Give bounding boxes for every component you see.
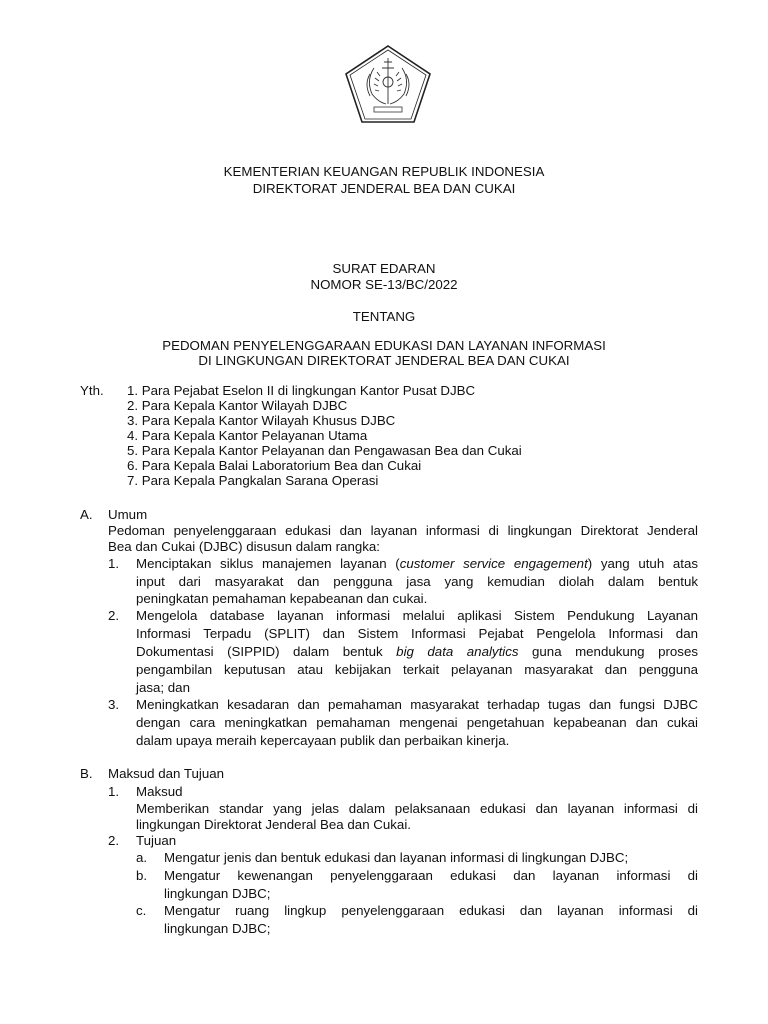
ministry-emblem-logo bbox=[344, 44, 432, 124]
section-a-item-1-line: input dari masyarakat dan pengguna jasa yang kemudian diolah dalam bentuk bbox=[136, 574, 698, 589]
section-a-marker: A. bbox=[80, 507, 93, 522]
document-number: NOMOR SE-13/BC/2022 bbox=[310, 277, 458, 292]
list-number: 2. bbox=[108, 833, 120, 848]
list-number: 2. bbox=[108, 608, 120, 623]
ministry-name: KEMENTERIAN KEUANGAN REPUBLIK INDONESIA bbox=[223, 164, 545, 179]
section-a-item-2-line: Informasi Terpadu (SPLIT) dan Sistem Informasi Pejabat Pengelola Informasi dan bbox=[136, 626, 698, 641]
section-a-heading: Umum bbox=[108, 507, 148, 522]
subsection-text-line: lingkungan Direktorat Jenderal Bea dan Cukai. bbox=[136, 817, 411, 832]
section-a-item-3-line: dengan cara meningkatkan pemahaman mengenai pengetahuan kepabeanan dan cukai bbox=[136, 715, 698, 730]
tujuan-item-b-line: lingkungan DJBC; bbox=[164, 886, 271, 901]
italic-term: customer service engagement bbox=[399, 556, 588, 571]
document-type: SURAT EDARAN bbox=[332, 261, 436, 276]
list-letter: c. bbox=[136, 903, 147, 918]
addressee-label: Yth. bbox=[80, 383, 104, 398]
subsection-heading: Tujuan bbox=[136, 833, 177, 848]
list-number: 1. bbox=[108, 556, 120, 571]
addressee-list bbox=[127, 383, 522, 488]
about-label: TENTANG bbox=[352, 309, 416, 324]
addressee-item: 1. Para Pejabat Eselon II di lingkungan Kantor Pusat DJBC bbox=[127, 383, 476, 398]
section-a-item-1-line: Menciptakan siklus manajemen layanan (customer service engagement) yang utuh atas bbox=[136, 556, 699, 571]
section-a-intro-line: Bea dan Cukai (DJBC) disusun dalam rangka: bbox=[108, 539, 380, 554]
tujuan-item-c-line: lingkungan DJBC; bbox=[164, 921, 271, 936]
addressee-item: 5. Para Kepala Kantor Pelayanan dan Pengawasan Bea dan Cukai bbox=[127, 443, 522, 458]
section-a-item-2-line: jasa; dan bbox=[136, 680, 190, 695]
section-a-item-3-line: Meningkatkan kesadaran dan pemahaman masyarakat terhadap tugas dan fungsi DJBC bbox=[136, 697, 698, 712]
section-a-intro-line: Pedoman penyelenggaraan edukasi dan layanan informasi di lingkungan Direktorat Jenderal bbox=[108, 523, 698, 538]
addressee-item: 4. Para Kepala Kantor Pelayanan Utama bbox=[127, 428, 368, 443]
addressee-item: 3. Para Kepala Kantor Wilayah Khusus DJBC bbox=[127, 413, 396, 428]
list-number: 3. bbox=[108, 697, 120, 712]
tujuan-item-c-line: Mengatur ruang lingkup penyelenggaraan edukasi dan layanan informasi di bbox=[164, 903, 698, 918]
addressee-item: 2. Para Kepala Kantor Wilayah DJBC bbox=[127, 398, 348, 413]
italic-term: big data analytics bbox=[396, 644, 519, 659]
list-letter: a. bbox=[136, 850, 148, 865]
subject-line-2: DI LINGKUNGAN DIREKTORAT JENDERAL BEA DAN CUKAI bbox=[198, 353, 570, 368]
addressee-item: 7. Para Kepala Pangkalan Sarana Operasi bbox=[127, 473, 379, 488]
subject-line-1: PEDOMAN PENYELENGGARAAN EDUKASI DAN LAYANAN INFORMASI bbox=[162, 338, 606, 353]
subsection-heading: Maksud bbox=[136, 784, 183, 799]
tujuan-item-a-line: Mengatur jenis dan bentuk edukasi dan layanan informasi di lingkungan DJBC; bbox=[164, 850, 629, 865]
section-a-item-2-line: Dokumentasi (SIPPID) dalam bentuk big data analytics guna mendukung proses bbox=[136, 644, 698, 659]
section-b-marker: B. bbox=[80, 766, 93, 781]
list-number: 1. bbox=[108, 784, 120, 799]
list-letter: b. bbox=[136, 868, 148, 883]
addressee-item: 6. Para Kepala Balai Laboratorium Bea dan Cukai bbox=[127, 458, 422, 473]
section-a-item-1-line: peningkatan pemahaman kepabeanan dan cukai. bbox=[136, 591, 428, 606]
directorate-name: DIREKTORAT JENDERAL BEA DAN CUKAI bbox=[252, 181, 516, 196]
section-a-item-2-line: pengambilan keputusan atau kebijakan terkait pelayanan masyarakat dan pengguna bbox=[136, 662, 698, 677]
section-a-item-2-line: Mengelola database layanan informasi melalui aplikasi Sistem Pendukung Layanan bbox=[136, 608, 698, 623]
subsection-text-line: Memberikan standar yang jelas dalam pelaksanaan edukasi dan layanan informasi di bbox=[136, 801, 698, 816]
tujuan-item-b-line: Mengatur kewenangan penyelenggaraan edukasi dan layanan informasi di bbox=[164, 868, 698, 883]
section-b-heading: Maksud dan Tujuan bbox=[108, 766, 225, 781]
section-a-item-3-line: dalam upaya meraih kepercayaan publik dan perbaikan kinerja. bbox=[136, 733, 510, 748]
